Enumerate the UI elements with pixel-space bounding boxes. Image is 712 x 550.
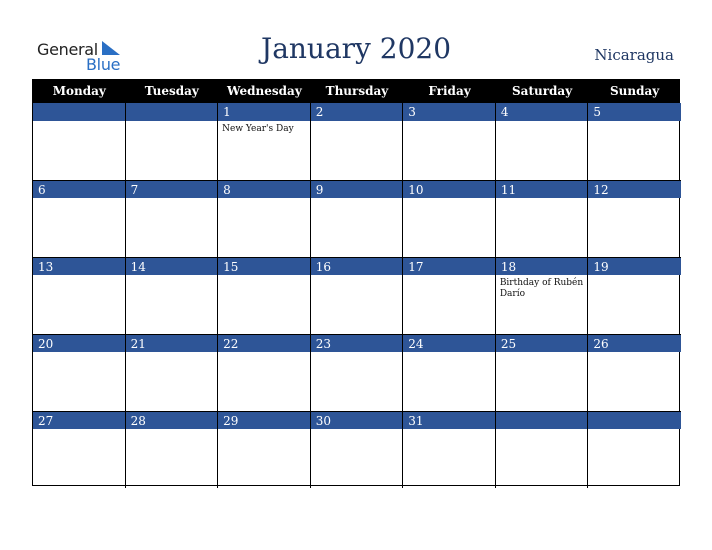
day-number: 17: [403, 257, 495, 275]
day-number: 5: [588, 103, 681, 121]
day-cell[interactable]: [33, 411, 126, 488]
day-number: [33, 103, 125, 121]
day-cell[interactable]: [588, 180, 681, 257]
logo-word-blue: Blue: [86, 55, 121, 74]
day-cell[interactable]: [126, 180, 219, 257]
holiday-label: Birthday of Rubén Darío: [499, 278, 584, 299]
day-cell[interactable]: [496, 334, 589, 411]
day-cell[interactable]: [311, 257, 404, 334]
day-number: 3: [403, 103, 495, 121]
holiday-label: [588, 429, 681, 432]
day-cell[interactable]: [588, 411, 681, 488]
holiday-label: [588, 121, 681, 124]
logo-word-general: General: [37, 40, 98, 59]
week-row: [33, 257, 679, 334]
weekday-sunday: Sunday: [610, 84, 660, 98]
day-cell[interactable]: [33, 257, 126, 334]
day-number: 11: [496, 180, 588, 198]
day-number: 8: [218, 180, 310, 198]
holiday-label: New Year's Day: [222, 124, 294, 134]
day-cell[interactable]: [496, 180, 589, 257]
day-number: [588, 411, 681, 429]
holiday-label: [126, 198, 218, 201]
day-number: 19: [588, 257, 681, 275]
day-number: 29: [218, 411, 310, 429]
day-cell[interactable]: [311, 411, 404, 488]
holiday-label: [33, 198, 125, 201]
day-cell[interactable]: [311, 334, 404, 411]
day-cell[interactable]: [33, 103, 126, 180]
day-number: 26: [588, 334, 681, 352]
weekday-wednesday: Wednesday: [227, 84, 302, 98]
day-number: 14: [126, 257, 218, 275]
day-number: 13: [33, 257, 125, 275]
day-number: 12: [588, 180, 681, 198]
day-number: 7: [126, 180, 218, 198]
day-cell[interactable]: [218, 103, 311, 180]
day-number: 30: [311, 411, 403, 429]
day-number: 16: [311, 257, 403, 275]
day-cell[interactable]: [33, 334, 126, 411]
day-number: 21: [126, 334, 218, 352]
day-number: [496, 411, 588, 429]
day-cell[interactable]: [218, 257, 311, 334]
holiday-label: [496, 121, 588, 124]
day-cell[interactable]: [218, 334, 311, 411]
day-cell[interactable]: [403, 411, 496, 488]
day-number: 10: [403, 180, 495, 198]
weekday-monday: Monday: [52, 84, 106, 98]
holiday-label: [218, 198, 310, 201]
day-cell[interactable]: [218, 411, 311, 488]
day-cell[interactable]: [311, 103, 404, 180]
weeks-container: [33, 103, 679, 488]
country-label: Nicaragua: [594, 46, 674, 64]
day-number: 22: [218, 334, 310, 352]
weekday-thursday: Thursday: [325, 84, 389, 98]
day-number: 31: [403, 411, 495, 429]
day-cell[interactable]: [218, 180, 311, 257]
day-number: 15: [218, 257, 310, 275]
day-number: 1: [218, 103, 310, 121]
day-cell[interactable]: [403, 334, 496, 411]
calendar-title: January 2020: [260, 32, 452, 65]
holiday-label: [311, 121, 403, 124]
day-number: 28: [126, 411, 218, 429]
day-cell[interactable]: [403, 180, 496, 257]
day-number: 6: [33, 180, 125, 198]
day-number: 24: [403, 334, 495, 352]
day-cell[interactable]: [403, 103, 496, 180]
day-number: 25: [496, 334, 588, 352]
day-cell[interactable]: [33, 180, 126, 257]
week-row: [33, 103, 679, 180]
day-cell[interactable]: [403, 257, 496, 334]
calendar-grid: [32, 79, 680, 486]
weekday-tuesday: Tuesday: [144, 84, 199, 98]
weekday-friday: Friday: [428, 84, 471, 98]
week-row: [33, 334, 679, 411]
weekday-saturday: Saturday: [512, 84, 573, 98]
week-row: [33, 411, 679, 488]
day-number: 27: [33, 411, 125, 429]
holiday-label: [496, 429, 588, 432]
day-cell[interactable]: [496, 411, 589, 488]
day-cell[interactable]: [588, 257, 681, 334]
day-number: 2: [311, 103, 403, 121]
weekday-header: [33, 80, 679, 103]
day-number: 4: [496, 103, 588, 121]
day-cell[interactable]: [588, 103, 681, 180]
holiday-label: [403, 121, 495, 124]
day-cell[interactable]: [496, 103, 589, 180]
day-number: 9: [311, 180, 403, 198]
day-cell[interactable]: [126, 103, 219, 180]
holiday-label: [126, 121, 218, 124]
day-cell[interactable]: [496, 257, 589, 334]
holiday-label: [311, 198, 403, 201]
day-number: 18: [496, 257, 588, 275]
day-number: [126, 103, 218, 121]
day-number: 23: [311, 334, 403, 352]
week-row: [33, 180, 679, 257]
day-cell[interactable]: [311, 180, 404, 257]
day-cell[interactable]: [126, 257, 219, 334]
day-cell[interactable]: [126, 334, 219, 411]
day-number: 20: [33, 334, 125, 352]
day-cell[interactable]: [588, 334, 681, 411]
day-cell[interactable]: [126, 411, 219, 488]
holiday-label: [33, 121, 125, 124]
